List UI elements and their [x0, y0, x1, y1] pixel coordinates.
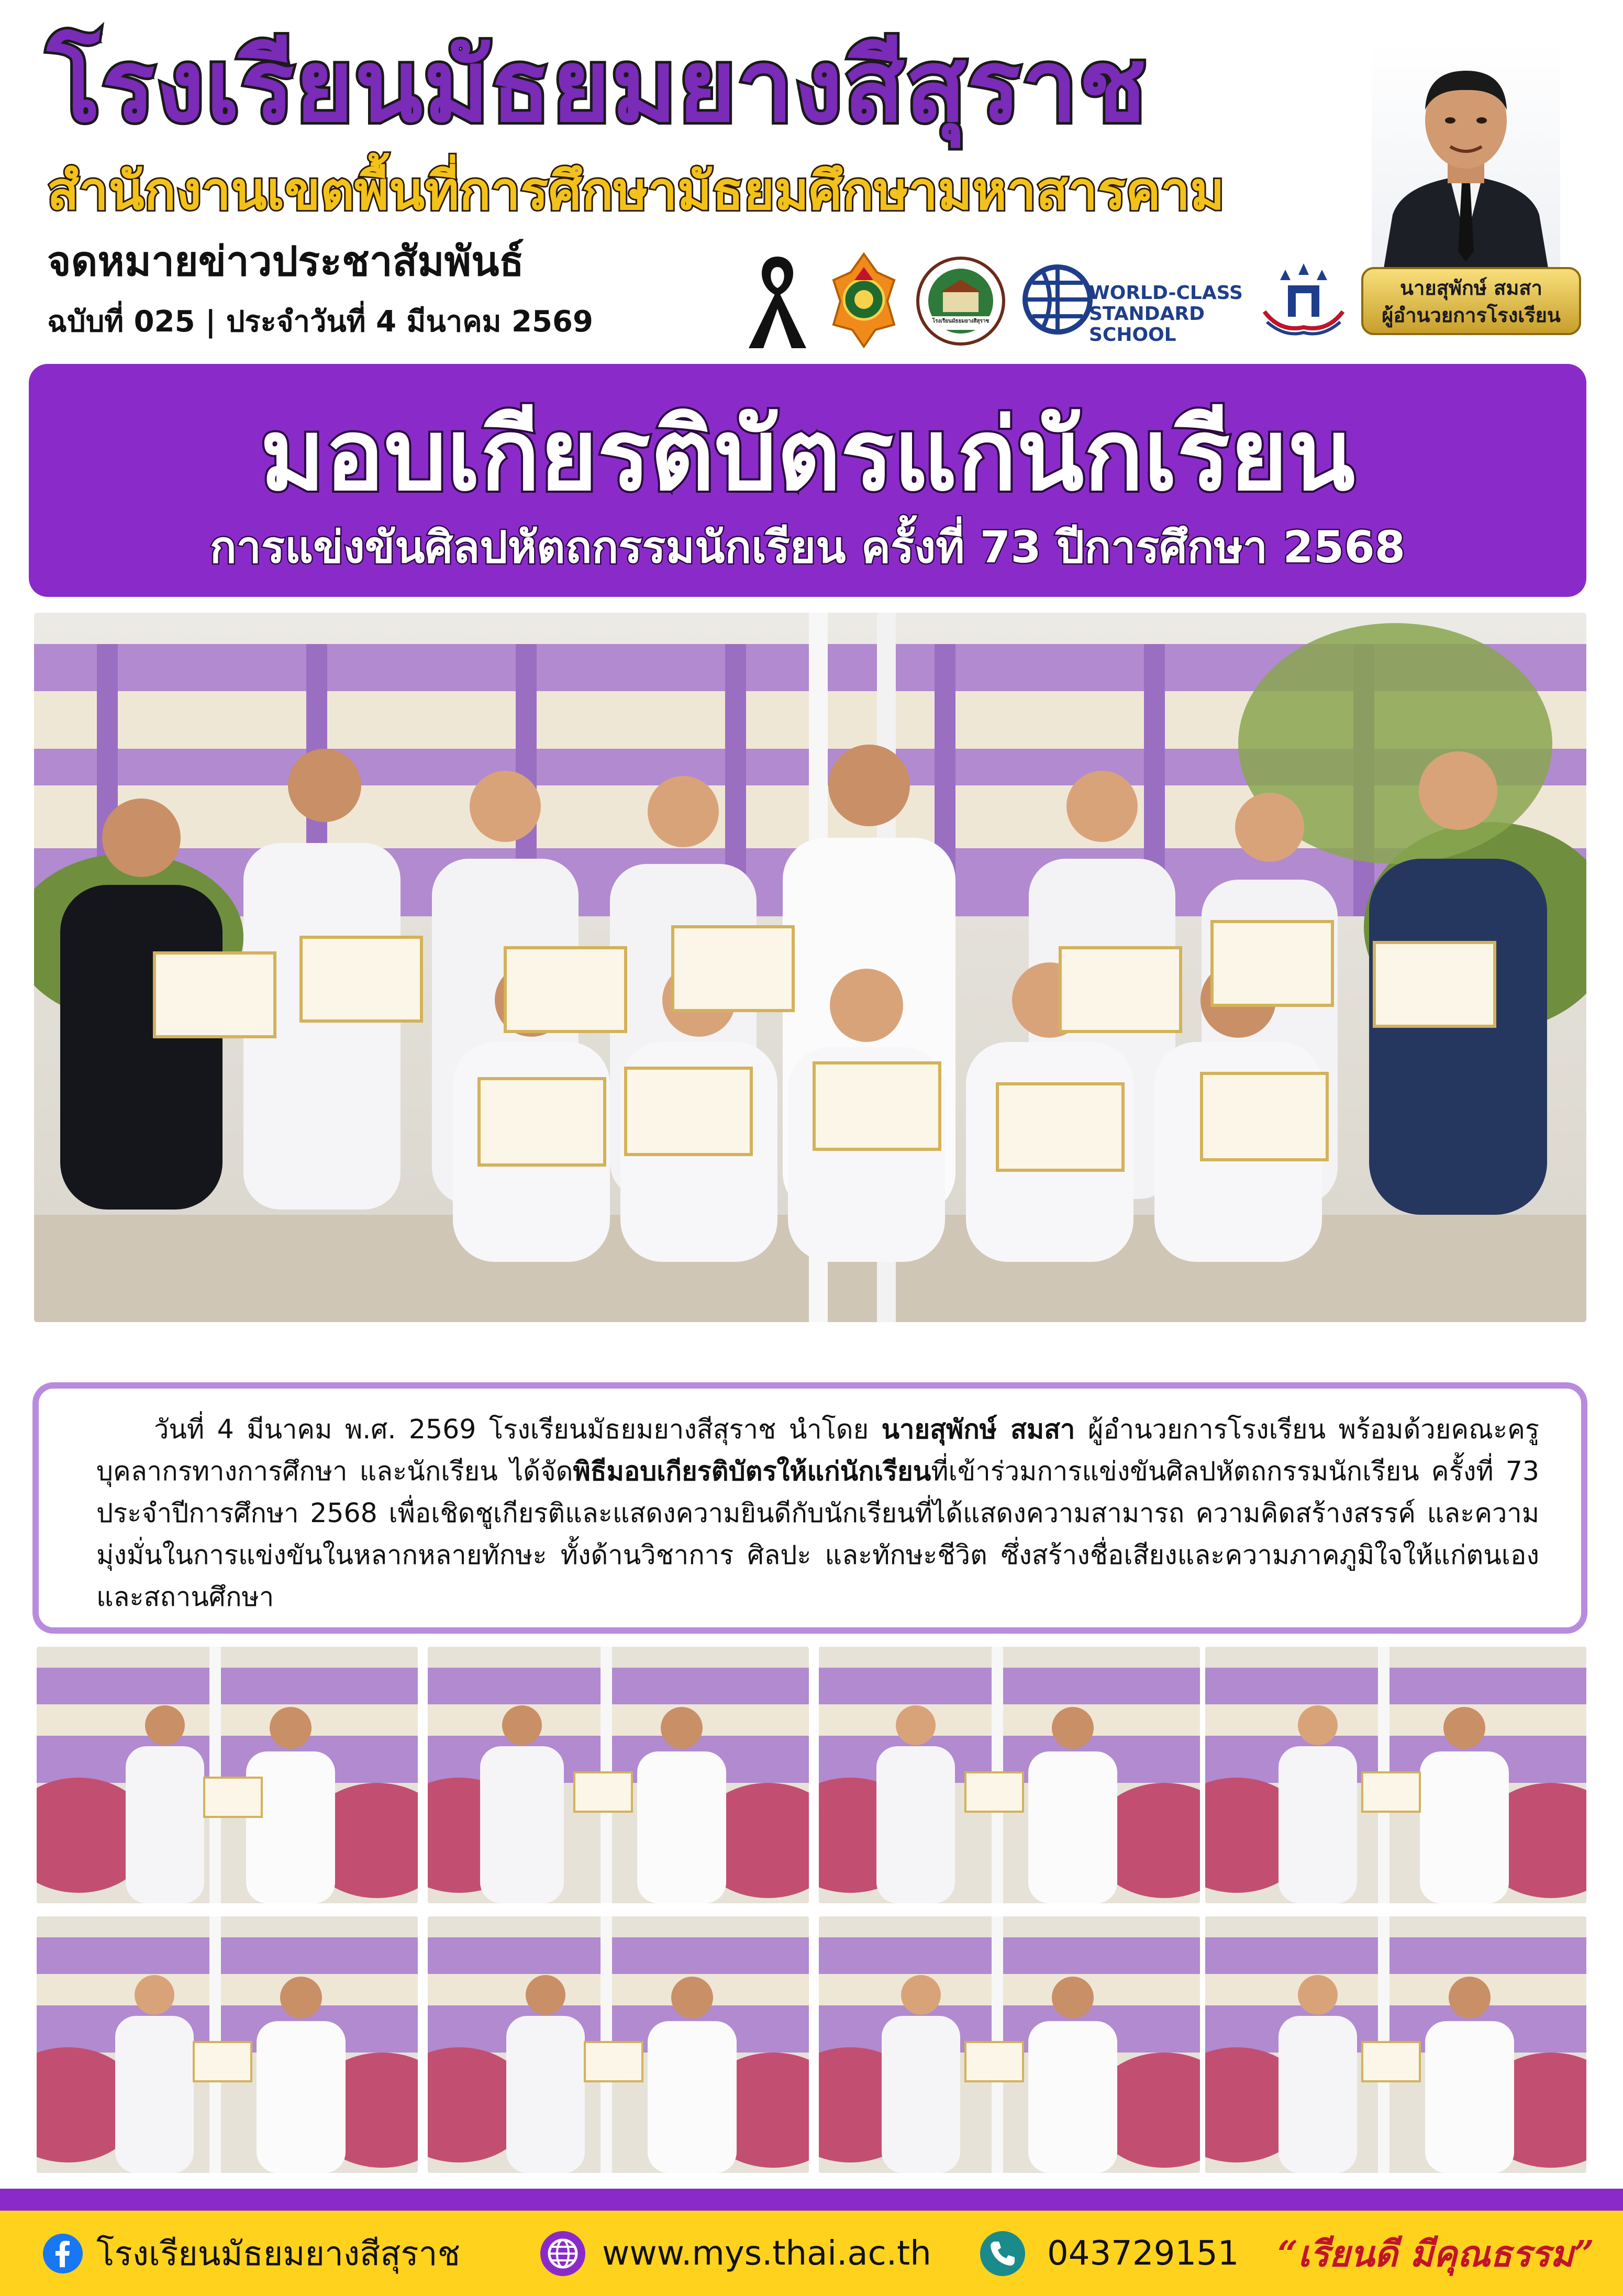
school-motto: “เรียนดี มีคุณธรรม” [1277, 2233, 1594, 2275]
grid-photo [37, 1647, 418, 1903]
headline-banner [29, 364, 1586, 597]
website-url: www.mys.thai.ac.th [602, 2234, 931, 2273]
news-story-text: วันที่ 4 มีนาคม พ.ศ. 2569 โรงเรียนมัธยมยางสีสุราช นำโดย นายสุพักษ์ สมสา ผู้อำนวยการโรงเรียน พร้อมด้วยคณะครู บุคลากรทางการศึกษา และนักเรียน ได้จัดพิธีมอบเกียรติบัตรให้แก่นักเรียนที่เข้าร่วมการแข่งขันศิลปหัตถกรรมนักเรียน ครั้งที่ 73 ประจำปีการศึกษา 2568 เพื่อเชิดชูเกียรติและแสดงความยินดีกับนักเรียนที่ได้แสดงความสามารถ ความคิดสร้างสรรค์ และความมุ่งมั่นในการแข่งขันในหลากหลายทักษะ ทั้งด้านวิชาการ ศิลปะ และทักษะชีวิต ซึ่งสร้างชื่อเสียงและความภาคภูมิใจให้แก่ตนเองและสถานศึกษา [96, 1414, 1540, 1612]
website-link[interactable] [539, 2211, 931, 2296]
black-mourning-ribbon-icon [743, 246, 812, 351]
logo-row [743, 246, 1346, 361]
headline-subtitle: การแข่งขันศิลปหัตถกรรมนักเรียน ครั้งที่ 73 ปีการศึกษา 2568 [209, 522, 1406, 573]
phone-icon [979, 2230, 1026, 2277]
phone-link[interactable] [979, 2211, 1239, 2296]
grid-photo [819, 1647, 1200, 1903]
grid-photo [37, 1916, 418, 2173]
grid-photo [819, 1916, 1200, 2173]
grid-photo [428, 1916, 809, 2173]
director-position: ผู้อำนวยการโรงเรียน [1382, 304, 1561, 327]
school-name: โรงเรียนมัธยมยางสีสุราช [47, 28, 1148, 144]
phone-number: 043729151 [1047, 2234, 1239, 2273]
school-seal [916, 257, 1005, 346]
globe-icon [539, 2230, 586, 2277]
world-class-logo-text: WORLD-CLASS STANDARD SCHOOL [1089, 282, 1243, 346]
grid-photo [428, 1647, 809, 1903]
ministry-of-education-emblem [827, 251, 901, 348]
motto-wrapper [1277, 2211, 1594, 2296]
director-name-emphasis: นายสุพักษ์ สมสา [881, 1414, 1075, 1445]
director-name: นายสุพักษ์ สมสา [1400, 276, 1542, 300]
director-photo [1372, 42, 1560, 278]
main-group-photo [34, 613, 1586, 1322]
ceremony-emphasis: พิธีมอบเกียรติบัตรให้แก่นักเรียน [573, 1456, 931, 1487]
facebook-link[interactable] [42, 2211, 460, 2296]
facebook-label: โรงเรียนมัธยมยางสีสุราช [96, 2234, 460, 2273]
newsletter-title: จดหมายข่าวประชาสัมพันธ์ [47, 238, 525, 285]
director-caption [1361, 267, 1581, 335]
grid-photo [1205, 1916, 1586, 2173]
footer-divider [0, 2189, 1623, 2211]
footer [0, 2211, 1623, 2296]
quality-school-emblem [1259, 259, 1348, 338]
grid-photo [1205, 1647, 1586, 1903]
facebook-icon [42, 2233, 84, 2275]
issue-line: ฉบับที่ 025 | ประจำวันที่ 4 มีนาคม 2569 [47, 305, 593, 339]
photo-grid [37, 1647, 1586, 2176]
headline-title: มอบเกียรติบัตรแก่นักเรียน [260, 398, 1355, 513]
news-story-box [32, 1382, 1587, 1634]
education-office-name: สำนักงานเขตพื้นที่การศึกษามัธยมศึกษามหาสารคาม [47, 160, 1225, 221]
school-seal-text: โรงเรียนมัธยมยางสีสุราช [932, 318, 990, 324]
world-class-standard-school-logo [1021, 262, 1246, 346]
